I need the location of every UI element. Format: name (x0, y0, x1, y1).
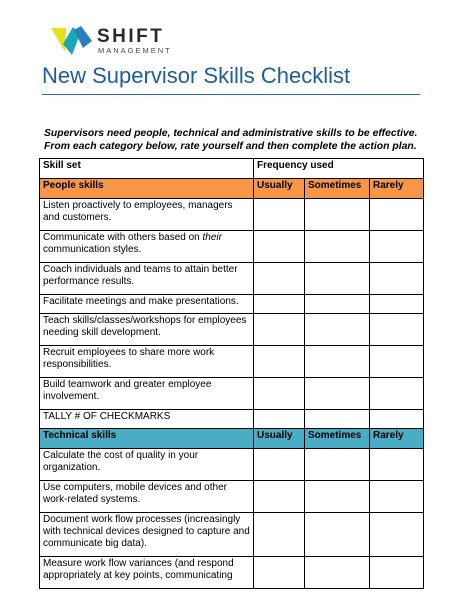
skill-description: Listen proactively to employees, managers and customers. (40, 199, 254, 231)
rarely-column-header: Rarely (370, 429, 424, 449)
rarely-checkbox-cell[interactable] (370, 346, 424, 378)
technical-skills-section-header (40, 429, 424, 449)
table-row (40, 513, 424, 557)
technical-skills-label: Technical skills (40, 429, 254, 449)
skill-description: Measure work flow variances (and respond appropriately at key points, communicating (40, 557, 254, 589)
rarely-tally-cell[interactable] (370, 410, 424, 429)
usually-column-header: Usually (254, 179, 305, 199)
logo-wordmark: SHIFT (97, 26, 165, 47)
sometimes-checkbox-cell[interactable] (305, 263, 370, 295)
sometimes-checkbox-cell[interactable] (305, 378, 370, 410)
skill-description: Recruit employees to share more work responsibilities. (40, 346, 254, 378)
logo-mark-icon (50, 24, 94, 58)
rarely-checkbox-cell[interactable] (370, 295, 424, 314)
table-row (40, 231, 424, 263)
skill-description: Document work flow processes (increasingly with technical devices designed to capture and communicate big data). (40, 513, 254, 557)
frequency-used-header: Frequency used (254, 159, 424, 179)
sometimes-checkbox-cell[interactable] (305, 314, 370, 346)
intro-text: Supervisors need people, technical and administrative skills to be effective. From each category below, rate yourself and then complete the action plan. (44, 128, 418, 152)
usually-checkbox-cell[interactable] (254, 449, 305, 481)
sometimes-checkbox-cell[interactable] (305, 199, 370, 231)
skill-description: Use computers, mobile devices and other work-related systems. (40, 481, 254, 513)
sometimes-checkbox-cell[interactable] (305, 295, 370, 314)
people-skills-label: People skills (40, 179, 254, 199)
tally-row (40, 410, 424, 429)
table-row (40, 378, 424, 410)
rarely-checkbox-cell[interactable] (370, 314, 424, 346)
usually-checkbox-cell[interactable] (254, 557, 305, 589)
sometimes-column-header: Sometimes (305, 179, 370, 199)
skill-set-header: Skill set (40, 159, 254, 179)
sometimes-checkbox-cell[interactable] (305, 346, 370, 378)
rarely-checkbox-cell[interactable] (370, 199, 424, 231)
table-header-row (40, 159, 424, 179)
skill-description: Teach skills/classes/workshops for employees needing skill development. (40, 314, 254, 346)
rarely-checkbox-cell[interactable] (370, 481, 424, 513)
sometimes-checkbox-cell[interactable] (305, 513, 370, 557)
usually-checkbox-cell[interactable] (254, 481, 305, 513)
sometimes-tally-cell[interactable] (305, 410, 370, 429)
table-row (40, 295, 424, 314)
table-row (40, 346, 424, 378)
rarely-checkbox-cell[interactable] (370, 378, 424, 410)
rarely-checkbox-cell[interactable] (370, 449, 424, 481)
logo-subtitle: MANAGEMENT (98, 46, 172, 55)
usually-checkbox-cell[interactable] (254, 199, 305, 231)
rarely-checkbox-cell[interactable] (370, 263, 424, 295)
sometimes-checkbox-cell[interactable] (305, 449, 370, 481)
usually-checkbox-cell[interactable] (254, 513, 305, 557)
people-skills-section-header (40, 179, 424, 199)
tally-label: TALLY # OF CHECKMARKS (40, 410, 254, 429)
shift-management-logo (50, 24, 180, 58)
rarely-column-header: Rarely (370, 179, 424, 199)
skill-description: Coach individuals and teams to attain better performance results. (40, 263, 254, 295)
title-divider (42, 94, 420, 95)
table-row (40, 314, 424, 346)
usually-column-header: Usually (254, 429, 305, 449)
sometimes-checkbox-cell[interactable] (305, 481, 370, 513)
rarely-checkbox-cell[interactable] (370, 231, 424, 263)
usually-checkbox-cell[interactable] (254, 346, 305, 378)
page-title: New Supervisor Skills Checklist (42, 63, 351, 88)
usually-checkbox-cell[interactable] (254, 314, 305, 346)
table-row (40, 199, 424, 231)
usually-checkbox-cell[interactable] (254, 295, 305, 314)
table-row (40, 449, 424, 481)
table-row (40, 481, 424, 513)
rarely-checkbox-cell[interactable] (370, 557, 424, 589)
sometimes-column-header: Sometimes (305, 429, 370, 449)
sometimes-checkbox-cell[interactable] (305, 231, 370, 263)
sometimes-checkbox-cell[interactable] (305, 557, 370, 589)
usually-tally-cell[interactable] (254, 410, 305, 429)
skill-description: Calculate the cost of quality in your organization. (40, 449, 254, 481)
table-row (40, 557, 424, 589)
usually-checkbox-cell[interactable] (254, 231, 305, 263)
table-row (40, 263, 424, 295)
usually-checkbox-cell[interactable] (254, 378, 305, 410)
skill-description: Build teamwork and greater employee involvement. (40, 378, 254, 410)
rarely-checkbox-cell[interactable] (370, 513, 424, 557)
usually-checkbox-cell[interactable] (254, 263, 305, 295)
skills-checklist-table (39, 158, 424, 589)
skill-description: Facilitate meetings and make presentations. (40, 295, 254, 314)
skill-description: Communicate with others based on their communication styles. (40, 231, 254, 263)
